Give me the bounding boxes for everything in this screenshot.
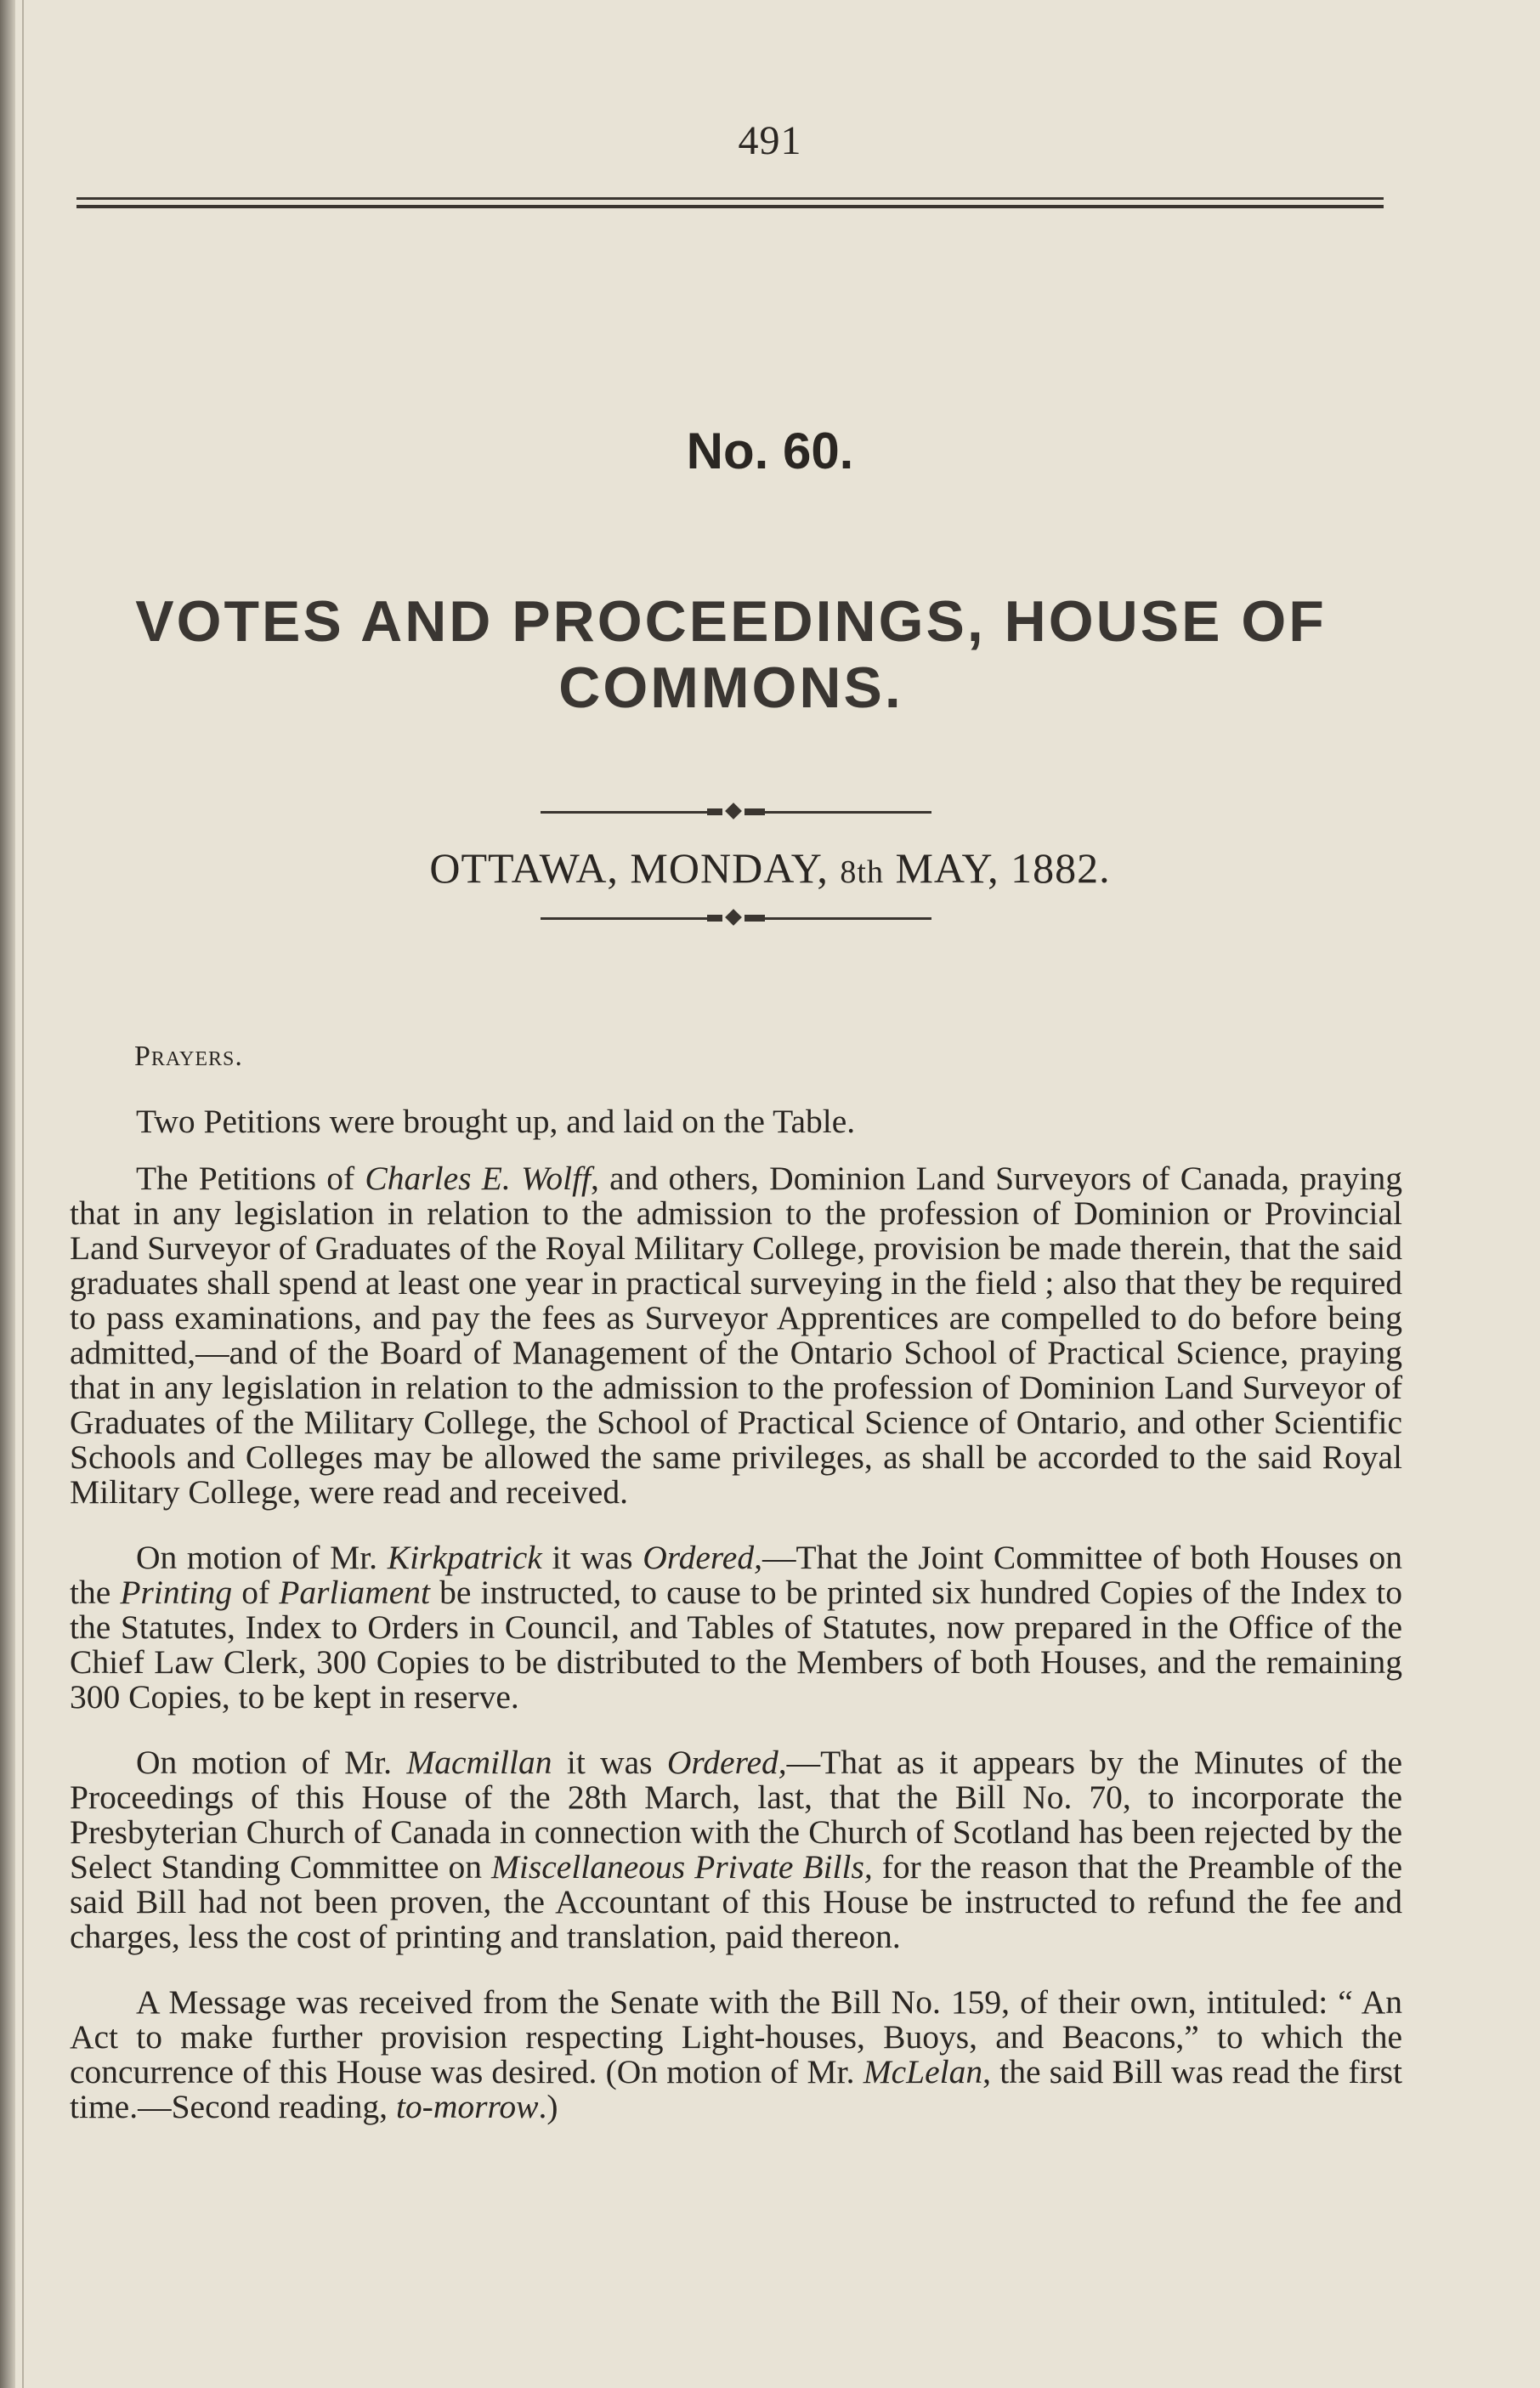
paragraph-senate-message [70, 1985, 1402, 2124]
paragraph-text: .) [538, 2088, 558, 2125]
ornament-diamond-icon [725, 803, 742, 820]
rule-line-bottom [76, 205, 1384, 208]
paragraph-text: A Message was received from the Senate with the Bill No. 159, of their own, intituled: “ An Act to make further provision respecting Light-houses, Buoys, and Beacons,” to which the concurrence of this House was desired. (On motion of Mr. [70, 1983, 1402, 2090]
dateline-day: 8th [840, 854, 884, 890]
ornament-line-right [765, 811, 931, 814]
ornament-dash-right [745, 915, 765, 922]
italic-term: Parliament [279, 1574, 430, 1611]
paragraph-text: of [232, 1574, 280, 1611]
ornament-dash-left [707, 808, 722, 815]
dateline [0, 843, 1540, 893]
paragraph-text: it was [541, 1539, 643, 1576]
ornament-line-left [541, 917, 707, 920]
ornament-line-right [765, 917, 931, 920]
paragraph-text: Two Petitions were brought up, and laid on the Table. [136, 1103, 856, 1140]
ordered-label: Ordered, [666, 1744, 787, 1781]
italic-term: Printing [120, 1574, 233, 1611]
ornament-dash-right [745, 808, 765, 815]
header-double-rule [76, 197, 1384, 209]
proceedings-body [70, 1039, 1402, 2155]
member-name: Macmillan [406, 1744, 552, 1781]
ornament-line-left [541, 811, 707, 814]
paragraph-text: —That as it appears by the Minutes of the Proceedings of this House of the 28th March, last, that the Bill No. 70, to incorporate the Presbyterian Church of Canada in connection with the Church of Scotland has been rejected by the Select Standing Committee on [70, 1744, 1402, 1886]
paragraph-text: , the said Bill was read the first time.—Second reading, [70, 2053, 1402, 2125]
paragraph-text: be instructed, to cause to be printed six hundred Copies of the Index to the Statutes, Index to Orders in Council, and Tables of Statutes, now prepared in the Office of the Chief Law Clerk, 300 Copies to be distributed to the Members of both Houses, and the remaining 300 Copies, to be kept in reserve. [70, 1574, 1402, 1716]
member-name: Kirkpatrick [387, 1539, 542, 1576]
section-heading-prayers: Prayers. [134, 1041, 243, 1072]
ornamental-rule-bottom [541, 910, 931, 927]
ornamental-rule-top [541, 803, 931, 820]
paragraph-text: it was [552, 1744, 667, 1781]
paragraph-motion-macmillan [70, 1745, 1402, 1954]
paragraph-petitions-brought-up [70, 1104, 1402, 1139]
paragraph-motion-kirkpatrick [70, 1540, 1402, 1715]
ornament-diamond-icon [725, 909, 742, 926]
paragraph-text: On motion of Mr. [136, 1744, 407, 1781]
paragraph-text: —That the Joint Committee of both Houses on the [70, 1539, 1402, 1611]
paragraph-petitions-surveyors [70, 1161, 1402, 1510]
paragraph-text: for the reason that the Preamble of the said Bill had not been proven, the Accountant of this House be instructed to refund the fee and charges, less the cost of printing and translation, paid thereon. [70, 1848, 1402, 1955]
document-title: VOTES AND PROCEEDINGS, HOUSE OF COMMONS. [135, 589, 1327, 720]
dateline-place-day: OTTAWA, MONDAY, [429, 844, 829, 892]
committee-name: Miscellaneous Private Bills, [491, 1848, 873, 1886]
rule-line-top [76, 197, 1384, 200]
page-margin-line [22, 0, 24, 2388]
paragraph-text: The Petitions of [136, 1160, 365, 1197]
issue-number-heading: No. 60. [686, 423, 854, 479]
petitioner-name: Charles E. Wolff [365, 1160, 592, 1197]
ordered-label: Ordered, [643, 1539, 762, 1576]
page-number: 491 [738, 118, 802, 163]
reading-date: to-morrow [395, 2088, 539, 2125]
member-name: McLelan [863, 2053, 983, 2090]
page-spine-shadow [0, 0, 15, 2388]
paragraph-text: On motion of Mr. [136, 1539, 388, 1576]
ornament-dash-left [707, 915, 722, 922]
dateline-month-year: MAY, 1882. [895, 844, 1111, 892]
paragraph-text: , and others, Dominion Land Surveyors of Canada, praying that in any legislation in relation to the admission to the profession of Dominion or Provincial Land Surveyor of Graduates of the Royal Military College, provision be made therein, that the said graduates shall spend at least one year in practical surveying in the field ; also that they be required to pass examinations, and pay the fees as Surveyor Apprentices are compelled to do before being admitted,—and of the Board of Management of the Ontario School of Practical Science, praying that in any legislation in relation to the admission to the profession of Dominion Land Surveyor of Graduates of the Military College, the School of Practical Science of Ontario, and other Scientific Schools and Colleges may be allowed the same privileges, as shall be accorded to the said Royal Military College, were read and received. [70, 1160, 1402, 1511]
